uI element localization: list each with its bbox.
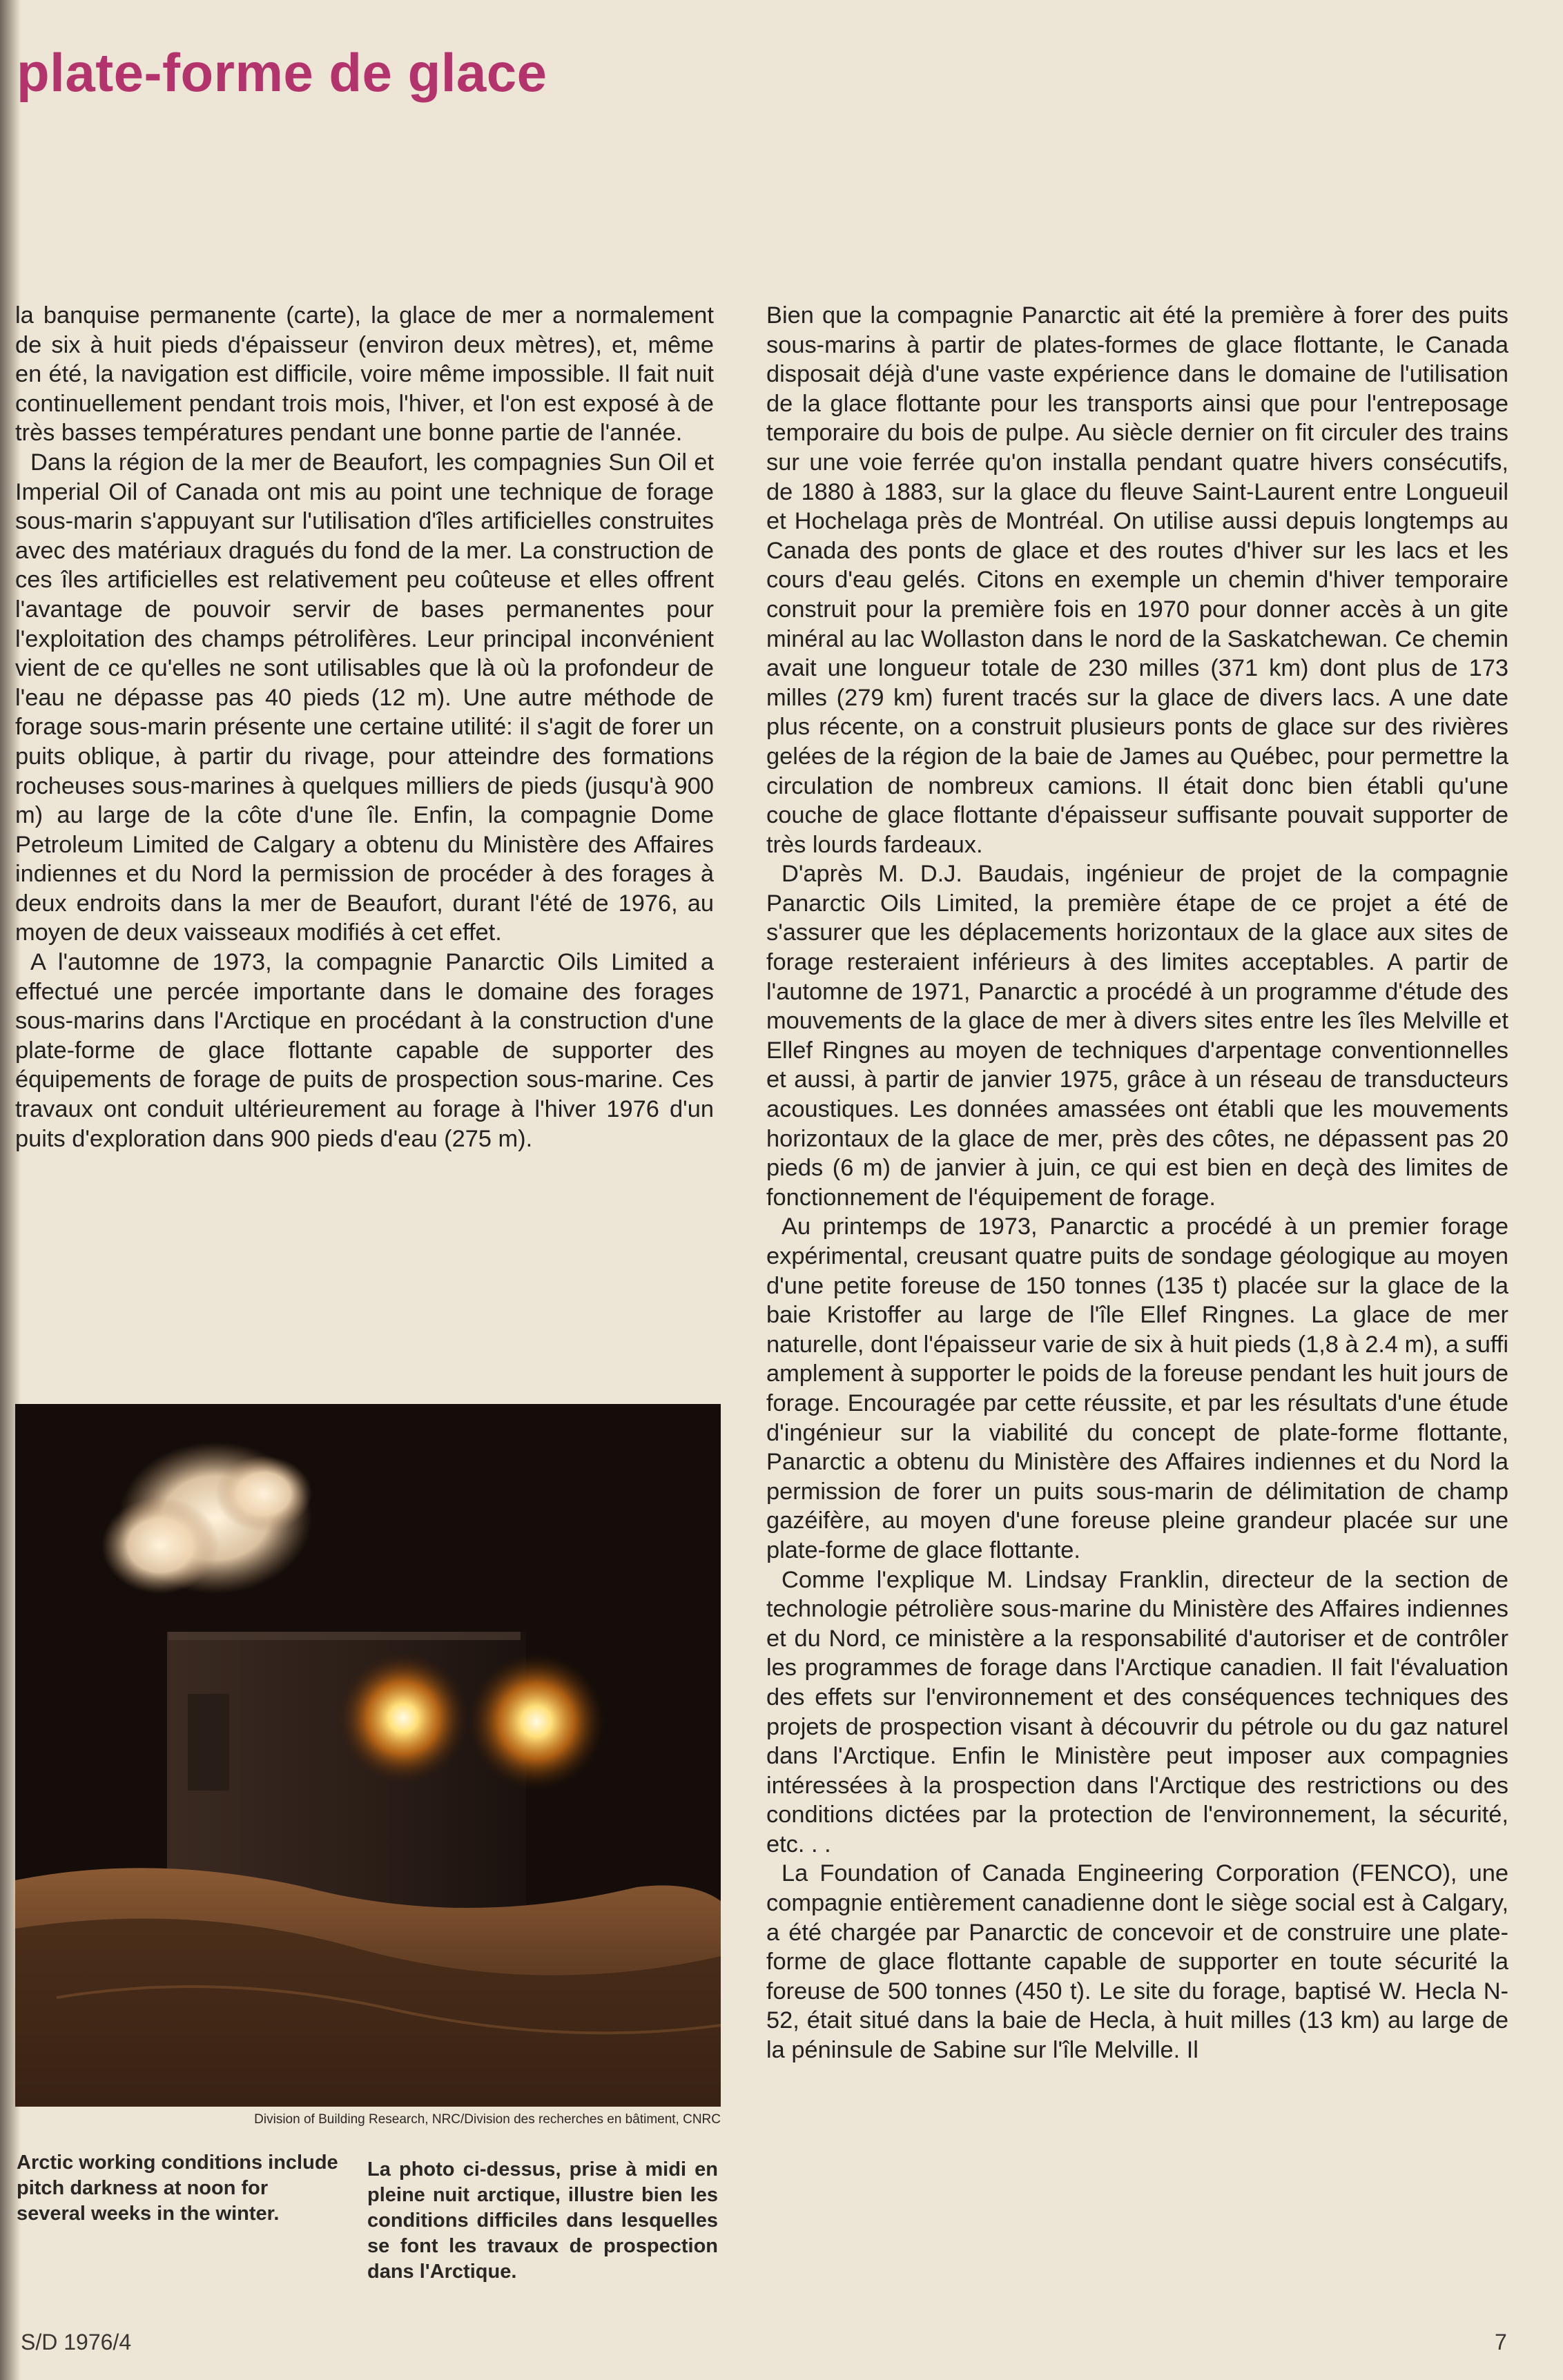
arctic-night-photo — [15, 1404, 721, 2107]
paragraph: D'après M. D.J. Baudais, ingénieur de projet de la compagnie Panarctic Oils Limited, la première étape de ce projet a été de s'assurer que les déplacements horizontaux de la glace aux sites de forage resteraient inférieurs à des limites acceptables. A partir de l'automne de 1971, Panarctic a procédé à un programme d'étude des mouvements de la glace de mer à divers sites entre les îles Melville et Ellef Ringnes au moyen de techniques d'arpentage conventionnelles et aussi, à partir de janvier 1975, grâce à un réseau de transducteurs acoustiques. Les données amassées ont établi que les mouvements horizontaux de la glace de mer, près des côtes, ne dépassent pas 20 pieds (6 m) de janvier à juin, ce qui est bien en deçà des limites de fonctionnement de l'équipement de forage. — [766, 861, 1508, 1211]
paragraph: Au printemps de 1973, Panarctic a procédé à un premier forage expérimental, creusant quatre puits de sondage géologique au moyen d'une petite foreuse de 150 tonnes (135 t) placée sur la glace de la baie Kristoffer au large de l'île Ellef Ringnes. La glace de mer naturelle, dont l'épaisseur varie de six à huit pieds (1,8 à 2.4 m), a suffi amplement à supporter le poids de la foreuse pendant les huit jours de forage. Encouragée par cette réussite, et par les résultats d'une étude d'ingénieur sur la viabilité du concept de plate-forme flottante, Panarctic a obtenu du Ministère des Affaires indiennes et du Nord la permission de forer un puits sous-marin de délimitation de champ gazéifère, au moyen d'une foreuse pleine grandeur placée sur une plate-forme de glace flottante. — [766, 1213, 1508, 1563]
photo-illustration — [15, 1404, 721, 2107]
paragraph: A l'automne de 1973, la compagnie Panarctic Oils Limited a effectué une percée importante dans le domaine des forages sous-marins dans l'Arctique en procédant à la construction d'une plate-forme de glace flottante capable de supporter des équipements de forage de puits de prospection sous-marine. Ces travaux ont conduit ultérieurement au forage à l'hiver 1976 d'un puits d'exploration dans 900 pieds d'eau (275 m). — [15, 949, 714, 1152]
photo-credit: Division of Building Research, NRC/Division des recherches en bâtiment, CNRC — [254, 2112, 721, 2127]
page-number: 7 — [1495, 2330, 1507, 2354]
caption-french: La photo ci-dessus, prise à midi en pleine nuit arctique, illustre bien les conditions difficiles dans lesquelles se font les travaux de prospection dans l'Arctique. — [367, 2158, 718, 2283]
left-text-column — [15, 301, 714, 1153]
lamp-glow-right — [467, 1652, 605, 1791]
paragraph: la banquise permanente (carte), la glace de mer a normalement de six à huit pieds d'épaisseur (environ deux mètres), et, même en été, la navigation est difficile, voire même impossible. Il fait nuit continuellement pendant trois mois, l'hiver, et l'on est exposé à de très basses températures pendant une bonne partie de l'année. — [15, 302, 714, 447]
paragraph: Bien que la compagnie Panarctic ait été la première à forer des puits sous-marins à partir de plates-formes de glace flottante, le Canada disposait déjà d'une vaste expérience dans le domaine de l'utilisation de la glace flottante pour les transports ainsi que pour l'entreposage temporaire du bois de pulpe. Au siècle dernier on fit circuler des trains sur une voie ferrée qu'on installa pendant quatre hivers consécutifs, de 1880 à 1883, sur la glace du fleuve Saint-Laurent entre Longueuil et Hochelaga près de Montréal. On utilise aussi depuis longtemps au Canada des ponts de glace et des routes d'hiver sur les lacs et les cours d'eau gelés. Citons en exemple un chemin d'hiver temporaire construit pour la première fois en 1970 pour donner accès à un gite minéral au lac Wollaston dans le nord de la Saskatchewan. Ce chemin avait une longueur totale de 230 milles (371 km) dont plus de 173 milles (279 km) furent tracés sur la glace de divers lacs. A une date plus récente, on a construit plusieurs ponts de glace sur des rivières gelées de la région de la baie de James au Québec, pour permettre la circulation de nombreux camions. Il était donc bien établi qu'une couche de glace flottante d'épaisseur suffisante pouvait supporter de très lourds fardeaux. — [766, 302, 1508, 858]
caption-english: Arctic working conditions include pitch darkness at noon for several weeks in the winter. — [17, 2152, 338, 2225]
paragraph: Comme l'explique M. Lindsay Franklin, directeur de la section de technologie pétrolière sous-marine du Ministère des Affaires indiennes et du Nord, ce ministère a la responsabilité d'autoriser et de contrôler les programmes de forage dans l'Arctique canadien. Il fait l'évaluation des effets sur l'environnement et des conséquences techniques des projets de prospection visant à découvrir du pétrole ou du gaz naturel dans l'Arctique. Enfin le Ministère peut imposer aux compagnies intéressées à la prospection dans l'Arctique des restrictions ou des conditions dictées par la protection de l'environnement, la sécurité, etc. . . — [766, 1566, 1508, 1857]
lamp-glow-left — [338, 1652, 469, 1784]
article-title: plate-forme de glace — [17, 42, 547, 103]
paragraph: La Foundation of Canada Engineering Corporation (FENCO), une compagnie entièrement canadienne dont le siège social est à Calgary, a été chargée par Panarctic de concevoir et de construire une plate-forme de glace flottante capable de supporter en toute sécurité la foreuse de 500 tonnes (450 t). Le site du forage, baptisé W. Hecla N-52, était situé dans la baie de Hecla, à huit milles (13 km) au large de la péninsule de Sabine sur l'île Melville. Il — [766, 1860, 1508, 2064]
issue-label: S/D 1976/4 — [21, 2330, 132, 2354]
right-text-column — [766, 301, 1508, 2065]
paragraph: Dans la région de la mer de Beaufort, les compagnies Sun Oil et Imperial Oil of Canada ont mis au point une technique de forage sous-marin s'appuyant sur l'utilisation d'îles artificielles construites avec des matériaux dragués du fond de la mer. La construction de ces îles artificielles est relativement peu coûteuse et elles offrent l'avantage de pouvoir servir de bases permanentes pour l'exploitation des champs pétrolifères. Leur principal inconvénient vient de ce qu'elles ne sont utilisables que là où la profondeur de l'eau ne dépasse pas 40 pieds (12 m). Une autre méthode de forage sous-marin présente une certaine utilité: il s'agit de forer un puits oblique, à partir du rivage, pour atteindre des formations rocheuses sous-marines à quelques milliers de pieds (jusqu'à 900 m) au large de la côte d'une île. Enfin, la compagnie Dome Petroleum Limited de Calgary a obtenu du Ministère des Affaires indiennes et du Nord la permission de procéder à des forages à deux endroits dans la mer de Beaufort, durant l'été de 1976, au moyen de deux vaisseaux modifiés à cet effet. — [15, 449, 714, 946]
